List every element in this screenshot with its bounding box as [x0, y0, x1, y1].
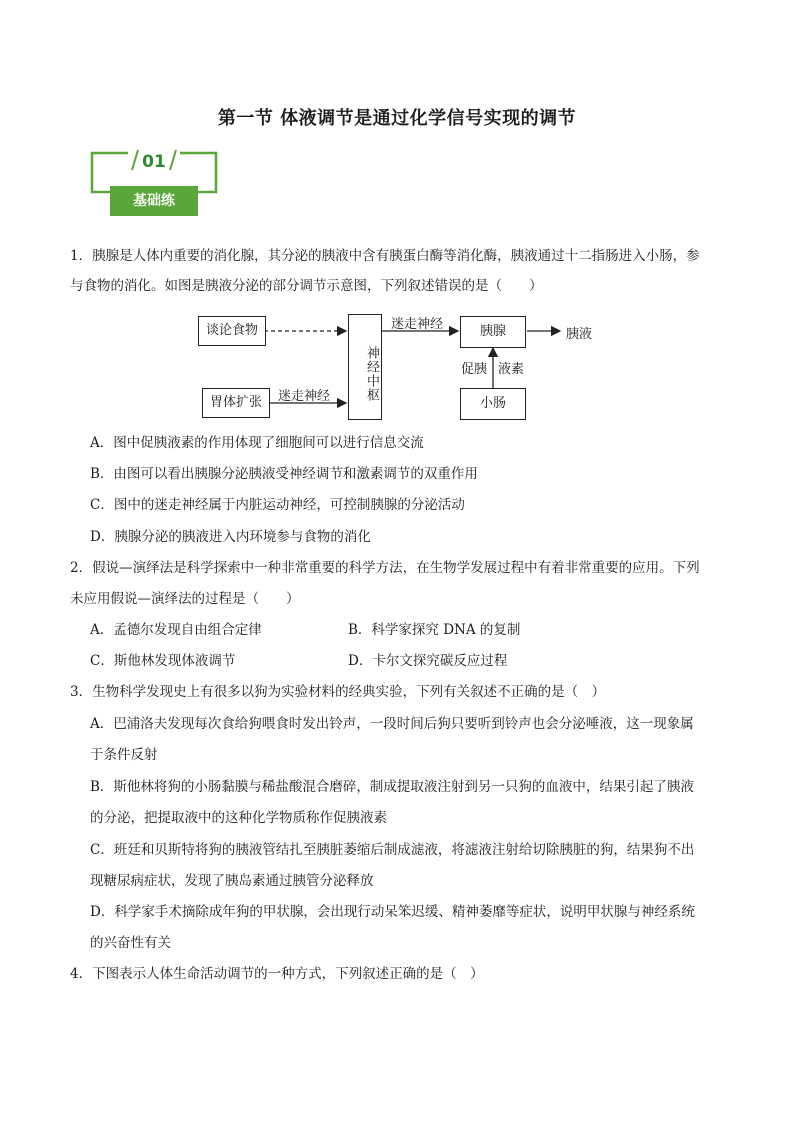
q2-option-a: A．孟德尔发现自由组合定律	[90, 622, 262, 638]
q2-option-d: D．卡尔文探究碳反应过程	[348, 653, 508, 669]
q1-option-c: C．图中的迷走神经属于内脏运动神经，可控制胰腺的分泌活动	[90, 497, 465, 513]
q2-option-c: C．斯他林发现体液调节	[90, 653, 236, 669]
q1-option-d: D．胰腺分泌的胰液进入内环境参与食物的消化	[90, 529, 371, 545]
q3-option-a-line2: 于条件反射	[90, 747, 158, 763]
q3-option-c-line1: C．班廷和贝斯特将狗的胰液管结扎至胰脏萎缩后制成滤液，将滤液注射给切除胰脏的狗，结果狗不出	[90, 842, 695, 858]
q3-option-b-line2: 的分泌，把提取液中的这种化学物质称作促胰液素	[90, 810, 387, 826]
q2-option-b: B．科学家探究 DNA 的复制	[348, 622, 521, 638]
q3-option-b-line1: B．斯他林将狗的小肠黏膜与稀盐酸混合磨碎，制成提取液注射到另一只狗的血液中，结果引起了胰液	[90, 779, 694, 795]
page-title: 第一节 体液调节是通过化学信号实现的调节	[217, 108, 577, 129]
box-intestine: 小肠	[460, 388, 526, 420]
regulation-diagram	[198, 312, 618, 424]
q3-stem: 3．生物科学发现史上有很多以狗为实验材料的经典实验，下列有关叙述不正确的是（ ）	[70, 684, 606, 700]
box-pancreas: 胰腺	[460, 316, 526, 348]
q1-stem-line1: 1．胰腺是人体内重要的消化腺，其分泌的胰液中含有胰蛋白酶等消化酶，胰液通过十二指肠进入小肠，参	[70, 248, 700, 264]
box-talk-food: 谈论食物	[198, 316, 266, 346]
q1-stem-line2: 与食物的消化。如图是胰液分泌的部分调节示意图，下列叙述错误的是（ ）	[70, 278, 543, 294]
box-stomach: 胃体扩张	[202, 388, 270, 418]
badge-label: 基础练	[110, 186, 198, 216]
q1-option-a: A．图中促胰液素的作用体现了细胞间可以进行信息交流	[90, 435, 424, 451]
q3-option-d-line2: 的兴奋性有关	[90, 935, 171, 951]
box-nerve-center: 神经中枢	[348, 314, 382, 420]
q4-stem: 4．下图表示人体生命活动调节的一种方式，下列叙述正确的是（ ）	[70, 966, 484, 982]
label-vagus-top: 迷走神经	[391, 317, 444, 332]
label-pancreatic-juice: 胰液	[566, 327, 593, 342]
q3-option-a-line1: A．巴浦洛夫发现每次食给狗喂食时发出铃声，一段时间后狗只要听到铃声也会分泌唾液，这一现象属	[90, 716, 694, 732]
label-vagus-bottom: 迷走神经	[278, 389, 331, 404]
q3-option-c-line2: 现糖尿病症状，发现了胰岛素通过胰管分泌释放	[90, 873, 374, 889]
section-badge	[88, 150, 220, 222]
q2-stem-line1: 2．假说—演绎法是科学探索中一种非常重要的科学方法，在生物学发展过程中有着非常重要的应用。下列	[70, 560, 700, 576]
q3-option-d-line1: D．科学家手术摘除成年狗的甲状腺，会出现行动呆笨迟缓、精神萎靡等症状，说明甲状腺与神经系统	[90, 904, 695, 920]
badge-number: 01	[142, 152, 166, 172]
label-secretin-right: 液素	[498, 362, 525, 377]
label-secretin-left: 促胰	[461, 362, 488, 377]
q2-stem-line2: 未应用假说—演绎法的过程是（ ）	[70, 591, 300, 607]
q1-option-b: B．由图可以看出胰腺分泌胰液受神经调节和激素调节的双重作用	[90, 466, 478, 482]
